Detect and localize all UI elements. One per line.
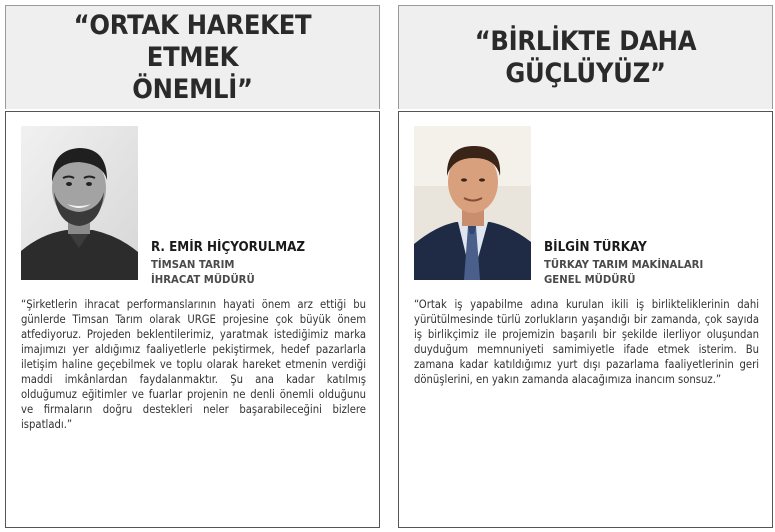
title-box-right	[398, 5, 773, 109]
portrait-illustration-left	[21, 126, 138, 280]
card-right	[398, 111, 773, 528]
quote-left: “Şirketlerin ihracat performanslarının hayati önem arz ettiği bu günlerde Timsan Tarım olarak URGE projesine çok büyük önem atfediyoruz. Projeden beklentilerimiz, yaratmak istediğimiz marka imajımızı yer aldığımız faaliyetlerle pekiştirmek, hedef pazarlarla iletişim haline geçebilmek ve toplu olarak hareket etmenin verdiği maddi imkânlardan faydalanmaktır. Şu ana kadar katılmış olduğumuz eğitimler ve fuarlar projenin ne denli önemli olduğunu ve firmaların doğru destekleri neler başarabileceğini bizlere ispatladı.”	[21, 298, 366, 431]
headline-right	[418, 26, 754, 90]
headline-left	[25, 10, 361, 106]
headline-left-line2: ÖNEMLİ”	[132, 73, 253, 105]
headline-left-line1: “ORTAK HAREKET ETMEK	[73, 9, 312, 73]
person-name-right: BİLGİN TÜRKAY	[544, 240, 647, 255]
person-name-left: R. EMİR HİÇYORULMAZ	[151, 240, 306, 255]
job-title-left: İHRACAT MÜDÜRÜ	[151, 273, 255, 286]
company-left: TİMSAN TARIM	[151, 258, 235, 271]
quote-right: “Ortak iş yapabilme adına kurulan ikili iş birlikteliklerinin dahi yürütülmesinde türlü zorlukların yaşandığı bir zamanda, çok sayıda iş birlikçimiz ile projemizin başarılı bir şekilde ilerliyor oluşundan duyduğum memnuniyeti samimiyetle ifade etmek isterim. Bu zamana kadar katıldığımız yurt dışı pazarlama faaliyetlerinin geri dönüşlerini, en yakın zamanda alacağımıza inancım sonsuz.”	[414, 298, 759, 386]
headline-right-line1: “BİRLİKTE DAHA GÜÇLÜYÜZ”	[474, 25, 697, 89]
card-left	[5, 111, 380, 528]
testimonial-left	[5, 5, 380, 528]
portrait-photo-right	[414, 126, 531, 280]
company-right: TÜRKAY TARIM MAKİNALARI	[544, 258, 704, 271]
person-info-left	[151, 240, 318, 287]
testimonial-right	[398, 5, 773, 528]
portrait-photo-left	[21, 126, 138, 280]
title-box-left	[5, 5, 380, 109]
portrait-illustration-right	[414, 126, 531, 280]
job-title-right: GENEL MÜDÜRÜ	[544, 273, 636, 286]
person-info-right	[544, 240, 717, 287]
